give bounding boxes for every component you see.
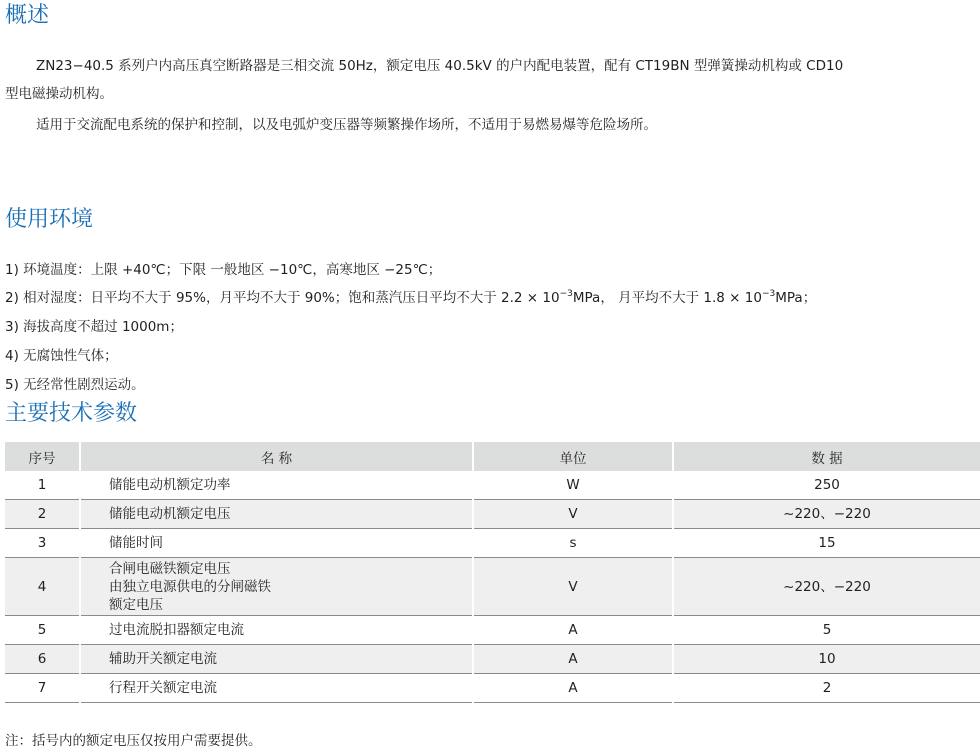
footnote: 注：括号内的额定电压仅按用户需要提供。	[5, 733, 262, 749]
row-no: 6	[5, 645, 80, 674]
env-humidity-item	[5, 284, 816, 312]
row-no: 4	[5, 558, 80, 616]
row-name-line: 合闸电磁铁额定电压	[109, 560, 231, 577]
row-value: ~220、−220	[673, 500, 980, 529]
table-row	[5, 616, 980, 645]
table-row	[5, 471, 980, 500]
row-name: 储能时间	[80, 529, 473, 558]
tech-params-table	[5, 442, 980, 703]
row-unit: V	[473, 558, 673, 616]
table-row	[5, 558, 980, 616]
row-name-line: 额定电压	[109, 596, 163, 613]
intro-application-paragraph: 适用于交流配电系统的保护和控制，以及电弧炉变压器等频繁操作场所，不适用于易燃易爆等危险场所。	[36, 117, 657, 133]
row-unit: A	[473, 616, 673, 645]
row-name-line: 由独立电源供电的分闸磁铁	[109, 578, 271, 595]
row-no: 7	[5, 674, 80, 703]
intro-paragraph-line-1: ZN23−40.5 系列户内高压真空断路器是三相交流 50Hz，额定电压 40.5kV 的户内配电装置，配有 CT19BN 型弹簧操动机构或 CD10	[36, 58, 844, 74]
row-unit: A	[473, 645, 673, 674]
row-value: 15	[673, 529, 980, 558]
env-temperature-item: 1) 环境温度：上限 +40℃；下限 一般地区 −10℃，高寒地区 −25℃；	[5, 262, 442, 278]
tech-params-heading: 主要技术参数	[5, 401, 138, 426]
row-unit: W	[473, 471, 673, 500]
table-header-row	[5, 442, 980, 471]
row-name: 过电流脱扣器额定电流	[80, 616, 473, 645]
row-unit: V	[473, 500, 673, 529]
table-row	[5, 529, 980, 558]
env-vibration-item: 5) 无经常性剧烈运动。	[5, 377, 145, 393]
header-name: 名 称	[80, 442, 473, 471]
table-row	[5, 645, 980, 674]
row-name: 储能电动机额定电压	[80, 500, 473, 529]
env-altitude-item: 3) 海拔高度不超过 1000m；	[5, 319, 183, 335]
env-gas-item: 4) 无腐蚀性气体；	[5, 348, 118, 364]
row-unit: s	[473, 529, 673, 558]
row-value: ~220、−220	[673, 558, 980, 616]
row-no: 3	[5, 529, 80, 558]
overview-heading: 概述	[5, 3, 50, 28]
humidity-exponent-a: −3	[559, 289, 573, 299]
row-name: 储能电动机额定功率	[80, 471, 473, 500]
row-no: 2	[5, 500, 80, 529]
row-name: 行程开关额定电流	[80, 674, 473, 703]
header-no: 序号	[5, 442, 80, 471]
header-unit: 单位	[473, 442, 673, 471]
row-no: 1	[5, 471, 80, 500]
humidity-text-c: MPa；	[775, 290, 817, 306]
humidity-text-b: MPa， 月平均不大于 1.8 × 10	[572, 290, 762, 306]
row-name: 辅助开关额定电流	[80, 645, 473, 674]
intro-paragraph-line-2: 型电磁操动机构。	[5, 86, 113, 102]
environment-heading: 使用环境	[5, 207, 94, 232]
row-value: 2	[673, 674, 980, 703]
row-value: 250	[673, 471, 980, 500]
table-row	[5, 674, 980, 703]
header-value: 数 据	[673, 442, 980, 471]
table-row	[5, 500, 980, 529]
row-unit: A	[473, 674, 673, 703]
row-value: 10	[673, 645, 980, 674]
row-no: 5	[5, 616, 80, 645]
row-value: 5	[673, 616, 980, 645]
humidity-exponent-b: −3	[761, 289, 776, 299]
row-name	[80, 558, 473, 616]
humidity-text-a: 2) 相对湿度：日平均不大于 95%，月平均不大于 90%；饱和蒸汽压日平均不大于 2.2 × 10	[5, 290, 560, 306]
